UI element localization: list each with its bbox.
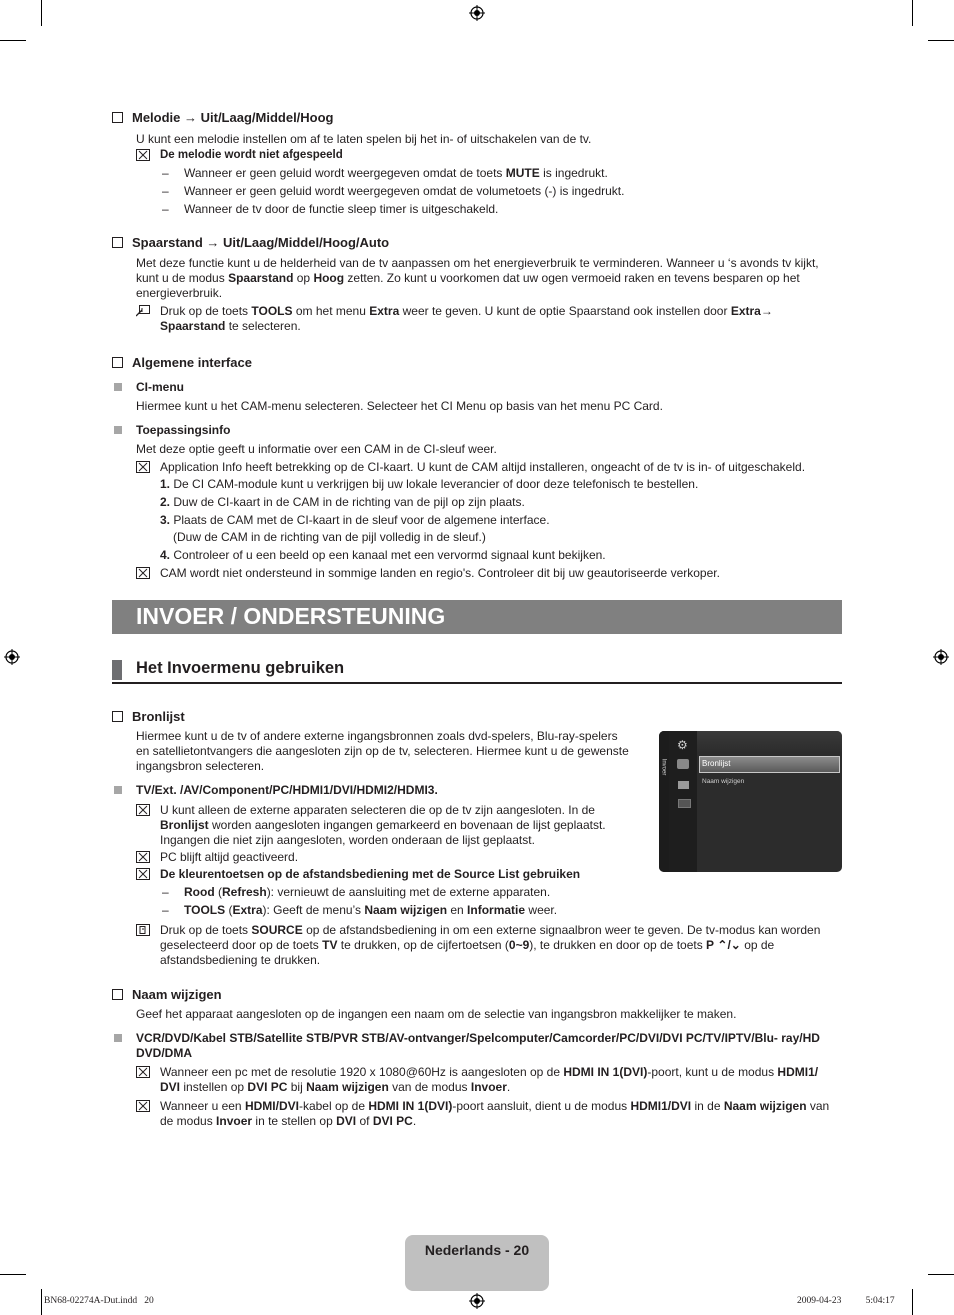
section-rule	[112, 682, 842, 684]
note-icon	[136, 868, 150, 880]
checkbox-bullet-icon	[112, 112, 123, 123]
menu-item-bronlijst[interactable]: Bronlijst	[699, 756, 840, 773]
menu-side-strip	[659, 731, 669, 872]
input-menu-screenshot	[659, 731, 842, 872]
bronlijst-heading: Bronlijst	[112, 709, 185, 724]
crop-mark	[928, 1274, 954, 1275]
ci-step: 1. De CI CAM-module kunt u verkrijgen bij uw lokale leverancier of door deze telefonisch te bestellen.	[160, 477, 699, 491]
ci-step: 3. Plaats de CAM met de CI-kaart in de sleuf voor de algemene interface.	[160, 513, 550, 527]
footer-file-name: BN68-02274A-Dut.indd 20	[44, 1296, 154, 1306]
spaarstand-body: Met deze functie kunt u de helderheid van de tv aanpassen om het energieverbruik te verminderen. Wanneer u ‘s avonds tv kijkt, kunt u de modus Spaarstand op Hoog zetten. Zo kunt u voorkomen dat uw ogen vermoeid raken en tevens besparen op het energieverbruik.	[136, 256, 819, 300]
naam-body: Geef het apparaat aangesloten op de ingangen een naam om de selectie van ingangsbron makkelijker te maken.	[136, 1007, 737, 1021]
remote-key-icon	[136, 924, 150, 936]
note-icon	[136, 851, 150, 863]
checkbox-bullet-icon	[112, 711, 123, 722]
note-icon	[136, 1100, 150, 1112]
note-icon	[136, 567, 150, 579]
checkbox-bullet-icon	[112, 989, 123, 1000]
square-bullet-icon	[114, 786, 122, 794]
note-icon	[136, 461, 150, 473]
ci-step: 4. Controleer of u een beeld op een kanaal met een vervormd signaal kunt bekijken.	[160, 548, 606, 562]
sources-list: TV/Ext. /AV/Component/PC/HDMI1/DVI/HDMI2/HDMI3.	[136, 783, 438, 797]
device-list: VCR/DVD/Kabel STB/Satellite STB/PVR STB/AV-ontvanger/Spelcomputer/Camcorder/PC/DVI/DVI PC/TV/IPTV/Blu- ray/HD DVD/DMA	[136, 1031, 820, 1060]
ci-step: 2. Duw de CI-kaart in de CAM in de richting van de pijl op zijn plaats.	[160, 495, 525, 509]
chapter-title: INVOER / ONDERSTEUNING	[136, 603, 446, 629]
melodie-heading: Melodie → Uit/Laag/Middel/Hoog	[112, 110, 334, 125]
spaarstand-heading: Spaarstand → Uit/Laag/Middel/Hoog/Auto	[112, 235, 389, 250]
page-number-label: Nederlands - 20	[424, 1242, 530, 1258]
folder-icon	[678, 781, 689, 789]
crop-mark	[0, 40, 26, 41]
ci-menu-body: Hiermee kunt u het CAM-menu selecteren. Selecteer het CI Menu op basis van het menu PC Card.	[136, 399, 663, 413]
registration-mark-icon	[469, 5, 485, 21]
menu-side-label: Invoer	[660, 758, 667, 776]
note-icon	[136, 804, 150, 816]
checkbox-bullet-icon	[112, 357, 123, 368]
toepassingsinfo-title: Toepassingsinfo	[136, 423, 231, 437]
ci-menu-title: CI-menu	[136, 380, 184, 394]
registration-mark-icon	[4, 649, 20, 665]
app-icon	[678, 799, 691, 808]
gear-icon: ⚙	[677, 738, 688, 752]
chapter-banner	[112, 600, 842, 634]
square-bullet-icon	[114, 383, 122, 391]
ci-step: (Duw de CAM in de richting van de pijl volledig in de sleuf.)	[173, 530, 486, 544]
crop-mark	[912, 1289, 913, 1315]
naam-heading: Naam wijzigen	[112, 987, 222, 1002]
crop-mark	[928, 40, 954, 41]
tools-icon	[136, 305, 150, 317]
section-marker	[112, 660, 122, 680]
note-icon	[136, 1066, 150, 1078]
checkbox-bullet-icon	[112, 237, 123, 248]
algemene-heading: Algemene interface	[112, 355, 252, 370]
melodie-body: U kunt een melodie instellen om af te laten spelen bij het in- of uitschakelen van de tv.	[136, 132, 592, 146]
square-bullet-icon	[114, 426, 122, 434]
crop-mark	[41, 1289, 42, 1315]
section-title: Het Invoermenu gebruiken	[136, 659, 345, 677]
crop-mark	[912, 0, 913, 26]
page-number-tab	[405, 1235, 549, 1291]
note-icon	[136, 149, 150, 161]
menu-item-naam-wijzigen[interactable]: Naam wijzigen	[702, 778, 745, 785]
registration-mark-icon	[933, 649, 949, 665]
crop-mark	[41, 0, 42, 26]
footer-timestamp: 2009-04-23 ￿￿ 5:04:17	[797, 1296, 895, 1306]
registration-mark-icon	[469, 1293, 485, 1309]
input-plug-icon	[677, 759, 689, 769]
crop-mark	[0, 1274, 26, 1275]
bronlijst-body: Hiermee kunt u de tv of andere externe ingangsbronnen zoals dvd-spelers, Blu-ray-spelers en satellietontvangers die aangesloten zijn op de tv, selecteren. Hiermee kunt u de gewenste ingangsbron selecteren.	[136, 729, 629, 773]
square-bullet-icon	[114, 1034, 122, 1042]
toepassingsinfo-body: Met deze optie geeft u informatie over een CAM in de CI-sleuf weer.	[136, 442, 497, 456]
